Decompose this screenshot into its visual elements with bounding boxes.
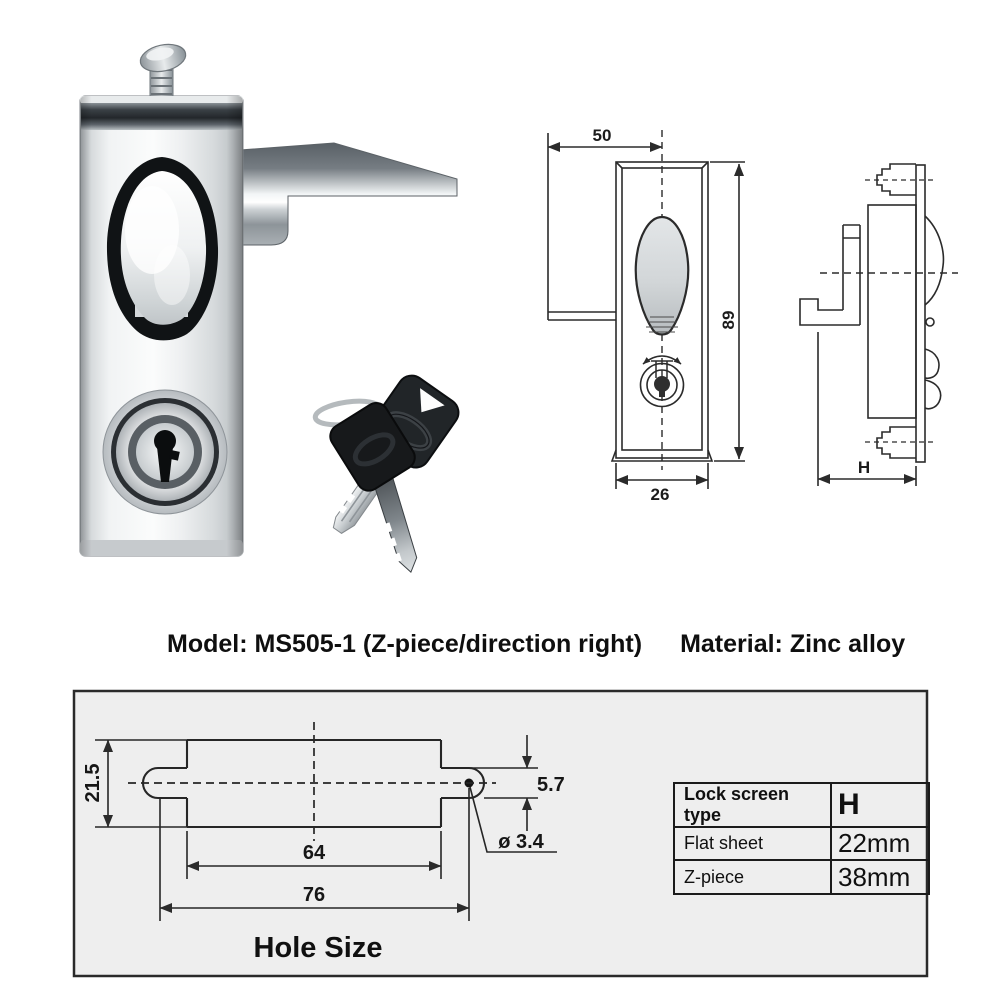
model-text: Model: MS505-1 (Z-piece/direction right) (167, 630, 643, 658)
table-row-flat-sheet (674, 827, 929, 860)
dim-26-label: 26 (650, 485, 670, 504)
side-z-bracket (800, 225, 860, 325)
dim-64-label: 64 (302, 842, 326, 864)
side-body-outline (868, 205, 916, 418)
keyhole-cylinder-photo (103, 390, 227, 514)
table-row-header (674, 783, 929, 827)
side-plate-outline (916, 165, 925, 462)
spec-table (673, 782, 930, 895)
product-photo (80, 41, 464, 584)
button-outline (636, 217, 689, 335)
side-detail-hole (926, 318, 934, 326)
dim-76-label: 76 (302, 884, 326, 906)
spec-label-z-piece: Z-piece (674, 860, 831, 894)
keys-photo (310, 370, 464, 584)
spec-label-lock-screen-type: Lock screen type (674, 783, 831, 827)
table-row-z-piece (674, 860, 929, 894)
side-button-bulge (925, 216, 943, 305)
spec-value-flat-sheet: 22mm (831, 827, 929, 860)
spec-value-lock-screen-type: H (831, 783, 929, 827)
side-view-drawing (800, 164, 958, 486)
dim-89 (710, 162, 745, 461)
dim-hole-diameter-label: ø 3.4 (498, 831, 544, 853)
dim-50 (548, 126, 662, 147)
panel-title: Hole Size (253, 932, 383, 964)
dim-5-7-label: 5.7 (537, 774, 565, 796)
dim-H (818, 332, 916, 486)
dim-89-label: 89 (719, 310, 738, 330)
material-text: Material: Zinc alloy (680, 630, 906, 658)
side-cylinder-bulge (925, 349, 941, 409)
z-bracket-outline (548, 133, 616, 320)
dim-H-label: H (857, 458, 871, 477)
spec-value-z-piece: 38mm (831, 860, 929, 894)
dim-21-5-label: 21.5 (82, 763, 104, 803)
front-view-drawing (548, 126, 745, 504)
z-handle-photo (240, 143, 457, 245)
spec-label-flat-sheet: Flat sheet (674, 827, 831, 860)
dim-50-label: 50 (592, 126, 612, 145)
caption (167, 630, 905, 659)
push-button-photo (107, 157, 218, 340)
